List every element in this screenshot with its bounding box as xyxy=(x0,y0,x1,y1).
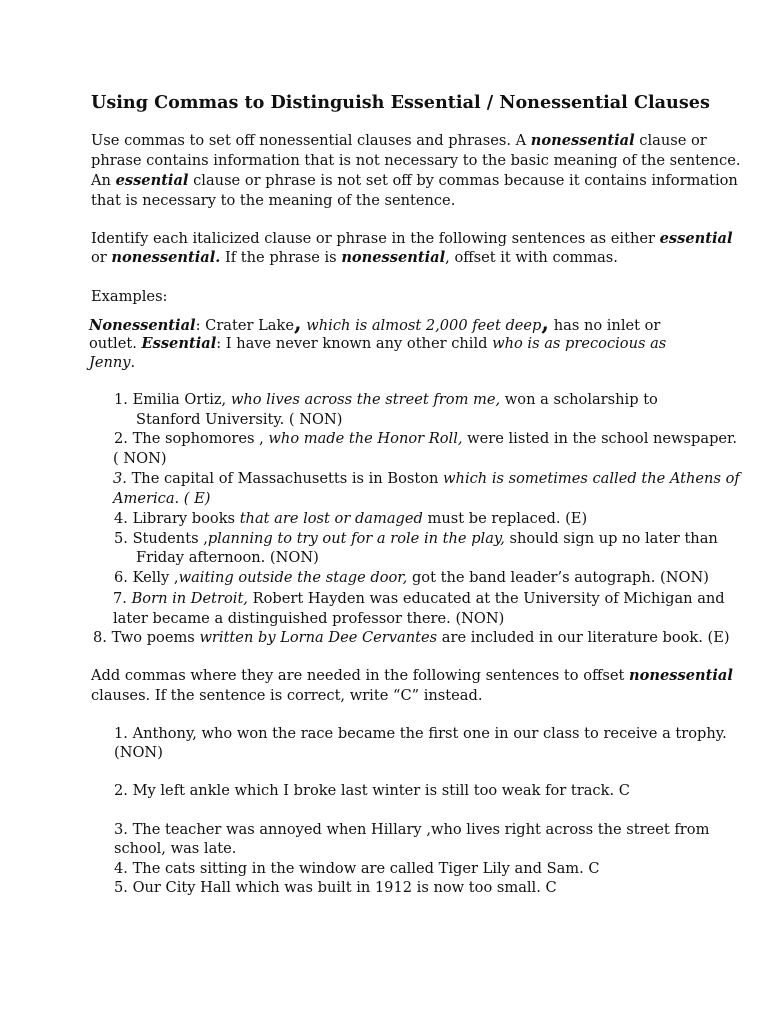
examples-label: Examples: xyxy=(91,288,168,305)
intro-text: clause or xyxy=(634,132,707,149)
item-text: are included in our literature book. (E) xyxy=(437,629,730,646)
example-text: . xyxy=(130,354,136,371)
term-essential: essential xyxy=(659,230,733,247)
practice-5: 5. Our City Hall which was built in 1912 is now too small. C xyxy=(114,879,557,896)
example-text: has no inlet or xyxy=(549,317,661,334)
term-nonessential: Nonessential xyxy=(89,317,196,334)
practice-1-line-2: (NON) xyxy=(114,744,163,761)
item-text: should sign up no later than xyxy=(504,530,718,547)
example-italic-clause: who is as precocious as xyxy=(492,335,667,352)
item-3-line-1 xyxy=(113,469,740,489)
identify-line-1 xyxy=(91,229,733,249)
item-text: 6. Kelly , xyxy=(114,569,179,586)
identify-text: or xyxy=(91,249,112,266)
item-text: won a scholarship to xyxy=(500,391,658,408)
add-line-2: clauses. If the sentence is correct, write “C” instead. xyxy=(91,687,483,704)
item-text: Robert Hayden was educated at the University of Michigan and xyxy=(247,590,725,607)
term-nonessential: nonessential xyxy=(629,667,733,684)
item-italic-clause: which is sometimes called the Athens of xyxy=(443,470,740,487)
term-essential: essential xyxy=(115,172,189,189)
item-text: 1. Emilia Ortiz, xyxy=(114,391,231,408)
item-italic-clause: who made the Honor Roll, xyxy=(268,430,463,447)
item-text: must be replaced. (E) xyxy=(422,510,588,527)
example-italic-clause: Jenny xyxy=(89,354,131,371)
example-text: : Crater Lake xyxy=(195,317,294,334)
identify-line-2 xyxy=(91,248,618,268)
item-4-line-1 xyxy=(114,509,587,529)
add-line-1 xyxy=(91,666,733,686)
item-italic-clause: who lives across the street from me, xyxy=(230,391,501,408)
item-italic-clause: Born in Detroit, xyxy=(126,590,248,607)
term-nonessential: nonessential xyxy=(530,132,635,149)
intro-line-3 xyxy=(91,171,738,191)
item-1-line-2: Stanford University. ( NON) xyxy=(136,411,343,428)
intro-text: An xyxy=(91,172,116,189)
item-8-line-1 xyxy=(93,628,730,648)
item-7-line-2: later became a distinguished professor there. (NON) xyxy=(113,610,505,627)
practice-1-line-1: 1. Anthony, who won the race became the first one in our class to receive a trophy. xyxy=(114,725,727,742)
item-2-line-1 xyxy=(114,429,737,449)
practice-3-line-1: 3. The teacher was annoyed when Hillary ,who lives right across the street from xyxy=(114,821,710,838)
example-line-1 xyxy=(89,310,661,336)
example-text: outlet. xyxy=(89,335,142,352)
item-text: got the band leader’s autograph. (NON) xyxy=(407,569,709,586)
item-text: The capital of Massachusetts is in Boston xyxy=(126,470,444,487)
item-text: 4. Library books xyxy=(114,510,240,527)
item-6-line-1 xyxy=(114,568,709,588)
item-5-line-2: Friday afternoon. (NON) xyxy=(136,549,319,566)
example-comma: , xyxy=(293,310,302,336)
item-italic-clause: written by Lorna Dee Cervantes xyxy=(199,629,438,646)
item-5-line-1 xyxy=(114,529,718,549)
item-text: 2. The sophomores , xyxy=(114,430,269,447)
item-2-line-2: ( NON) xyxy=(113,450,167,467)
item-3-line-2: America. ( E) xyxy=(113,490,211,507)
example-comma: , xyxy=(541,310,550,336)
item-1-line-1 xyxy=(114,390,658,410)
term-essential: Essential xyxy=(141,335,217,352)
intro-text: clause or phrase is not set off by commas because it contains information xyxy=(188,172,738,189)
example-text: : I have never known any other child xyxy=(216,335,493,352)
item-7-line-1 xyxy=(113,589,725,609)
item-text: 5. Students , xyxy=(114,530,208,547)
example-line-3 xyxy=(89,353,135,373)
item-italic-clause: planning to try out for a role in the play, xyxy=(207,530,505,547)
item-text: 3. xyxy=(113,470,127,487)
intro-text: Use commas to set off nonessential clauses and phrases. A xyxy=(91,132,531,149)
example-line-2 xyxy=(89,334,666,354)
item-text: 8. Two poems xyxy=(93,629,200,646)
item-italic-clause: waiting outside the stage door, xyxy=(178,569,408,586)
intro-line-2: phrase contains information that is not necessary to the basic meaning of the sentence. xyxy=(91,152,741,169)
intro-line-4: that is necessary to the meaning of the sentence. xyxy=(91,192,456,209)
term-nonessential: nonessential. xyxy=(111,249,221,266)
item-italic-clause: that are lost or damaged xyxy=(239,510,423,527)
practice-4: 4. The cats sitting in the window are called Tiger Lily and Sam. C xyxy=(114,860,600,877)
term-nonessential: nonessential xyxy=(341,249,446,266)
intro-line-1 xyxy=(91,131,707,151)
identify-text: Identify each italicized clause or phrase in the following sentences as either xyxy=(91,230,660,247)
identify-text: , offset it with commas. xyxy=(445,249,618,266)
practice-3-line-2: school, was late. xyxy=(114,840,237,857)
page-title: Using Commas to Distinguish Essential / Nonessential Clauses xyxy=(91,92,710,113)
item-text: 7. xyxy=(113,590,127,607)
add-text: Add commas where they are needed in the following sentences to offset xyxy=(91,667,630,684)
practice-2: 2. My left ankle which I broke last winter is still too weak for track. C xyxy=(114,782,630,799)
item-text: were listed in the school newspaper. xyxy=(462,430,738,447)
identify-text: If the phrase is xyxy=(220,249,342,266)
example-italic-clause: which is almost 2,000 feet deep xyxy=(301,317,542,334)
